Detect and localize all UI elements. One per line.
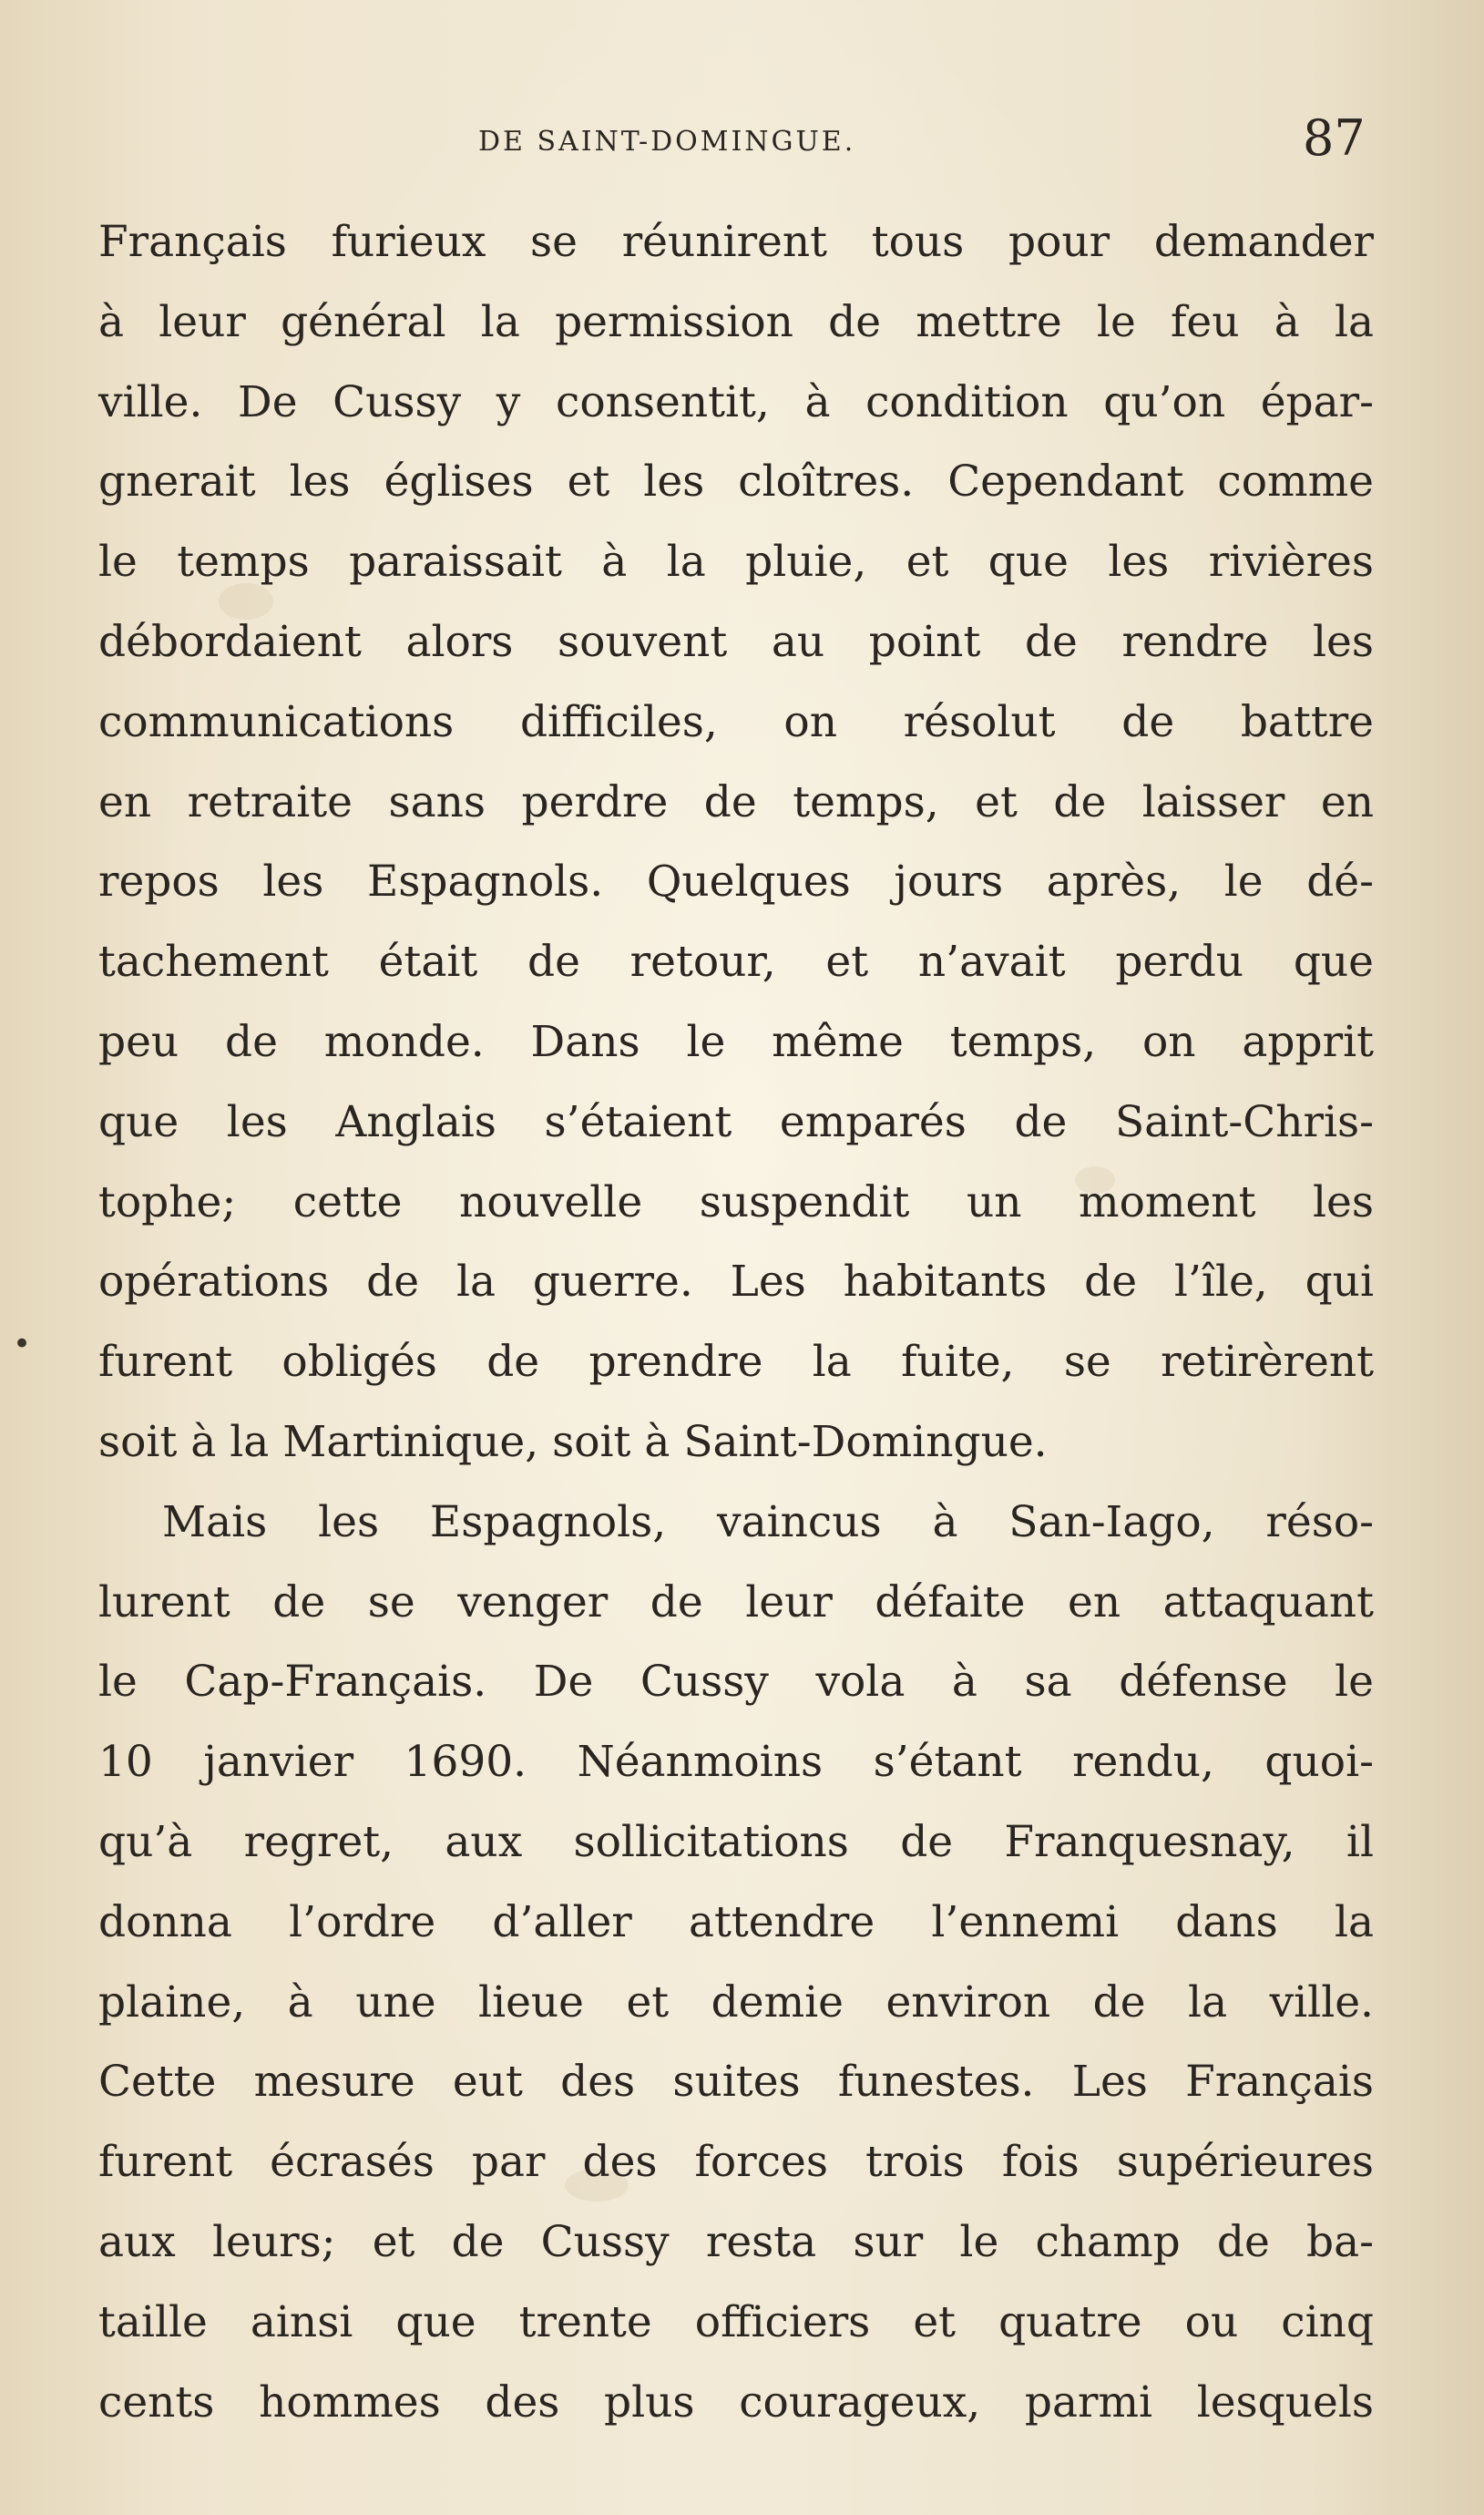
paragraph-1 <box>98 202 1374 1483</box>
running-title: DE SAINT-DOMINGUE. <box>478 126 856 158</box>
text-line: 10 janvier 1690. Néanmoins s’étant rendu, quoi- <box>98 1737 1374 1788</box>
text-line: tophe; cette nouvelle suspendit un moment les <box>98 1176 1374 1227</box>
text-line: gnerait les églises et les cloîtres. Cependant comme <box>98 457 1374 508</box>
running-header <box>100 109 1376 190</box>
text-line: qu’à regret, aux sollicitations de Franquesnay, il <box>98 1816 1374 1867</box>
text-line: communications difficiles, on résolut de battre <box>98 696 1374 747</box>
body-text <box>98 202 1374 2442</box>
text-line: taille ainsi que trente officiers et quatre ou cinq <box>98 2296 1374 2347</box>
paragraph-2 <box>98 1483 1374 2443</box>
text-line: furent écrasés par des forces trois fois supérieures <box>98 2137 1374 2188</box>
text-line: en retraite sans perdre de temps, et de laisser en <box>98 776 1374 827</box>
text-line: donna l’ordre d’aller attendre l’ennemi dans la <box>98 1896 1374 1947</box>
text-line: soit à la Martinique, soit à Saint-Domingue. <box>98 1416 1048 1467</box>
text-line: furent obligés de prendre la fuite, se retirèrent <box>98 1337 1374 1388</box>
text-line: opérations de la guerre. Les habitants de l’île, qui <box>98 1257 1374 1308</box>
text-line: cents hommes des plus courageux, parmi lesquels <box>98 2376 1374 2428</box>
text-line: le temps paraissait à la pluie, et que les rivières <box>98 537 1374 588</box>
text-line: repos les Espagnols. Quelques jours après, le dé- <box>98 857 1374 908</box>
margin-mark: • <box>13 1326 32 1362</box>
text-line: peu de monde. Dans le même temps, on apprit <box>98 1016 1374 1067</box>
text-line: le Cap-Français. De Cussy vola à sa défense le <box>98 1657 1374 1708</box>
text-line: Mais les Espagnols, vaincus à San-Iago, réso- <box>162 1496 1374 1547</box>
text-line: ville. De Cussy y consentit, à condition qu’on épar- <box>98 376 1374 427</box>
text-line: tachement était de retour, et n’avait perdu que <box>98 937 1374 988</box>
text-line: que les Anglais s’étaient emparés de Saint-Chris- <box>98 1096 1374 1147</box>
text-line: Cette mesure eut des suites funestes. Les Français <box>98 2057 1374 2108</box>
text-line: débordaient alors souvent au point de rendre les <box>98 616 1374 667</box>
text-line: lurent de se venger de leur défaite en attaquant <box>98 1576 1374 1627</box>
text-line: Français furieux se réunirent tous pour demander <box>98 217 1374 267</box>
text-line: aux leurs; et de Cussy resta sur le champ de ba- <box>98 2216 1374 2267</box>
text-line: à leur général la permission de mettre le feu à la <box>98 296 1374 347</box>
page-number: 87 <box>1303 109 1366 167</box>
text-line: plaine, à une lieue et demie environ de la ville. <box>98 1976 1374 2027</box>
